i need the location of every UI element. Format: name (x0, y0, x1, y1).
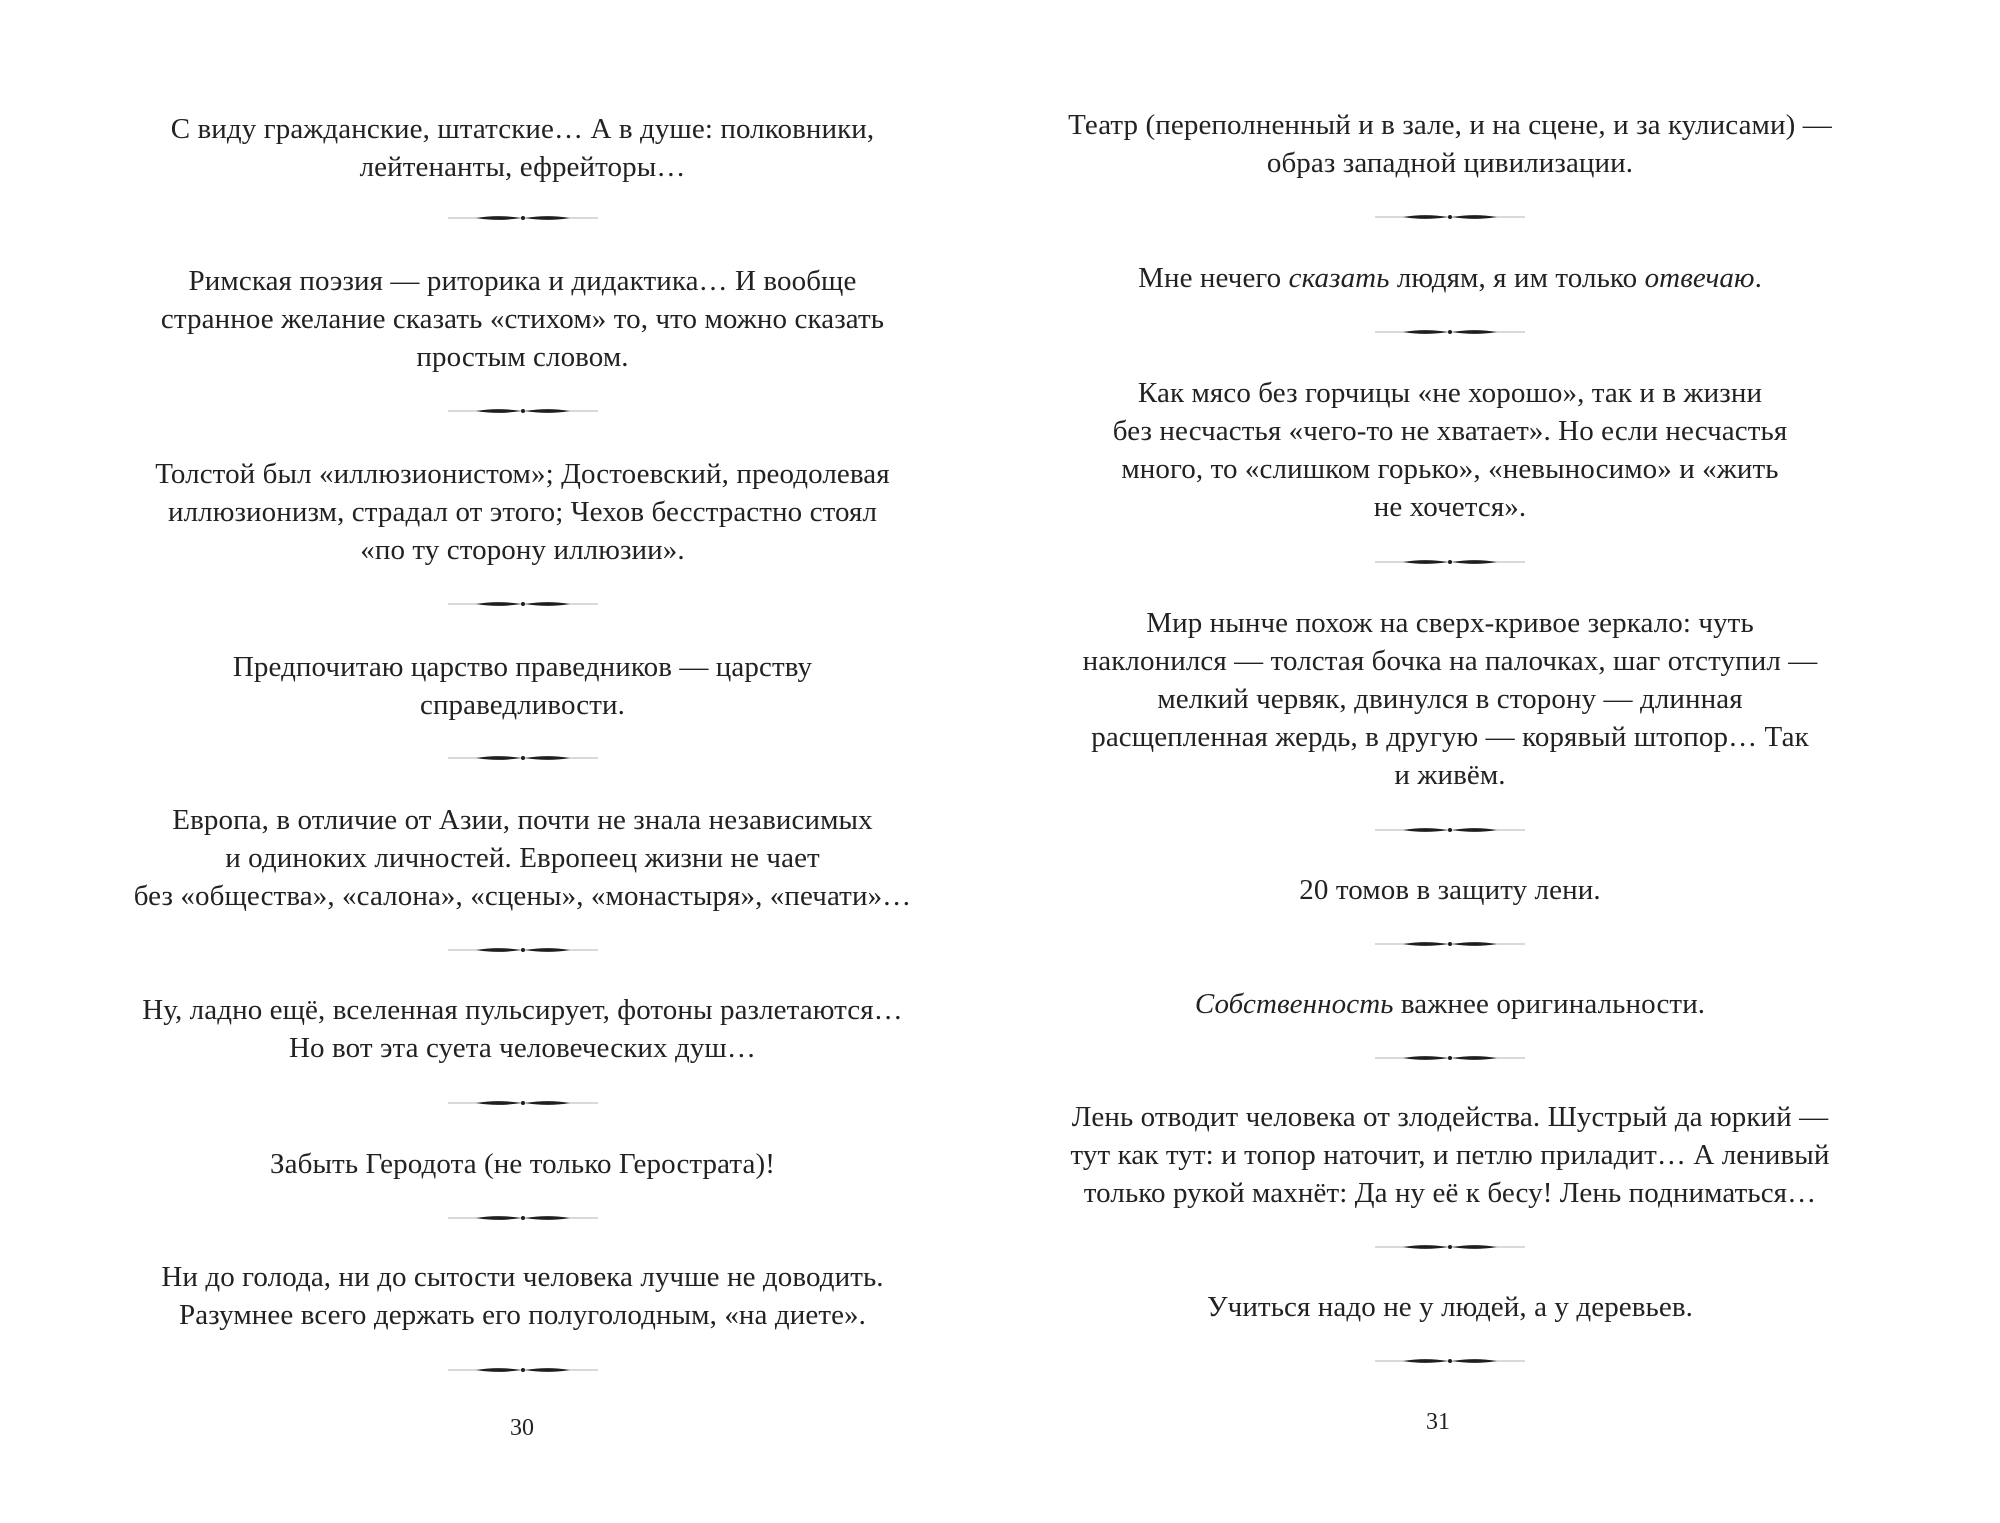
aphorism (1040, 604, 1860, 794)
text-line: Учиться надо не у людей, а у деревьев. (1207, 1291, 1693, 1323)
ornament-divider (448, 212, 598, 224)
text-line: С виду гражданские, штатские… А в душе: полковники, (170, 113, 875, 145)
aphorism (120, 648, 925, 724)
text-line: Мир нынче похож на сверх-кривое зеркало: чуть (1146, 607, 1754, 639)
aphorism (120, 455, 925, 569)
text-part: важнее оригинальности. (1393, 988, 1706, 1020)
aphorism (120, 991, 925, 1067)
ornament-divider (448, 405, 598, 417)
text-line: Забыть Геродота (не только Герострата)! (270, 1148, 775, 1180)
text-line: Римская поэзия — риторика и дидактика… И вообще (188, 265, 857, 297)
text-line: Предпочитаю царство праведников — царству (232, 651, 813, 683)
text-line: Толстой был «иллюзионистом»; Достоевский, преодолевая (155, 458, 890, 490)
aphorism (1040, 1288, 1860, 1326)
text-line: без несчастья «чего-то не хватает». Но если несчастья (1112, 415, 1788, 447)
ornament-divider (448, 944, 598, 956)
text-line: справедливости. (419, 689, 626, 721)
text-line: Европа, в отличие от Азии, почти не знала независимых (172, 804, 873, 836)
ornament-divider (448, 752, 598, 764)
text-part-italic: отвечаю (1644, 262, 1755, 294)
aphorism (1040, 985, 1860, 1023)
text-line: мелкий червяк, двинулся в сторону — длинная (1157, 683, 1743, 715)
aphorism (1040, 259, 1860, 297)
ornament-divider (448, 1212, 598, 1224)
text-line: Ни до голода, ни до сытости человека лучше не доводить. (161, 1261, 884, 1293)
text-part-italic: сказать (1288, 262, 1390, 294)
page-number: 31 (1426, 1409, 1450, 1435)
aphorism (1040, 374, 1860, 526)
text-line: и живём. (1394, 759, 1506, 791)
ornament-divider (1375, 938, 1525, 950)
ornament-divider (1375, 1241, 1525, 1253)
aphorism (1040, 1098, 1860, 1212)
aphorism (120, 1145, 925, 1183)
ornament-divider (448, 1364, 598, 1376)
ornament-divider (1375, 1355, 1525, 1367)
aphorism (120, 262, 925, 376)
ornament-divider (1375, 556, 1525, 568)
right-page (1000, 0, 2000, 1523)
text-line: Как мясо без горчицы «не хорошо», так и в жизни (1137, 377, 1763, 409)
text-line: странное желание сказать «стихом» то, что можно сказать (160, 303, 885, 335)
text-line: иллюзионизм, страдал от этого; Чехов бесстрастно стоял (167, 496, 878, 528)
aphorism (1040, 106, 1860, 182)
text-line: лейтенанты, ефрейторы… (359, 151, 686, 183)
text-line (1040, 259, 1860, 297)
text-line: Ну, ладно ещё, вселенная пульсирует, фотоны разлетаются… (142, 994, 903, 1026)
ornament-divider (1375, 211, 1525, 223)
text-part-italic: Собственность (1194, 988, 1394, 1020)
text-line: Разумнее всего держать его полуголодным, «на диете». (178, 1299, 867, 1331)
text-line: Театр (переполненный и в зале, и на сцене, и за кулисами) — (1068, 109, 1832, 141)
text-line: образ западной цивилизации. (1266, 147, 1634, 179)
aphorism (120, 110, 925, 186)
text-part: Мне нечего (1138, 262, 1289, 294)
ornament-divider (448, 598, 598, 610)
ornament-divider (1375, 824, 1525, 836)
ornament-divider (1375, 326, 1525, 338)
aphorism (120, 1258, 925, 1334)
page-number: 30 (510, 1415, 534, 1441)
text-line: расщепленная жердь, в другую — корявый штопор… Так (1091, 721, 1809, 753)
text-line: простым словом. (416, 341, 629, 373)
text-line: не хочется». (1373, 491, 1527, 523)
text-part: людям, я им только (1389, 262, 1645, 294)
text-line: без «общества», «салона», «сцены», «монастыря», «печати»… (133, 880, 912, 912)
text-line (1040, 985, 1860, 1023)
ornament-divider (1375, 1052, 1525, 1064)
text-line: тут как тут: и топор наточит, и петлю приладит… А ленивый (1070, 1139, 1830, 1171)
text-part: . (1754, 262, 1762, 294)
text-line: Лень отводит человека от злодейства. Шустрый да юркий — (1071, 1101, 1829, 1133)
text-line: много, то «слишком горько», «невыносимо» и «жить (1121, 453, 1779, 485)
text-line: и одиноких личностей. Европеец жизни не чает (225, 842, 820, 874)
text-line: 20 томов в защиту лени. (1299, 874, 1601, 906)
ornament-divider (448, 1097, 598, 1109)
text-line: только рукой махнёт: Да ну её к бесу! Лень подниматься… (1083, 1177, 1817, 1209)
text-line: Но вот эта суета человеческих душ… (289, 1032, 756, 1064)
text-line: «по ту сторону иллюзии». (360, 534, 685, 566)
aphorism (120, 801, 925, 915)
text-line: наклонился — толстая бочка на палочках, шаг отступил — (1082, 645, 1818, 677)
aphorism (1040, 871, 1860, 909)
